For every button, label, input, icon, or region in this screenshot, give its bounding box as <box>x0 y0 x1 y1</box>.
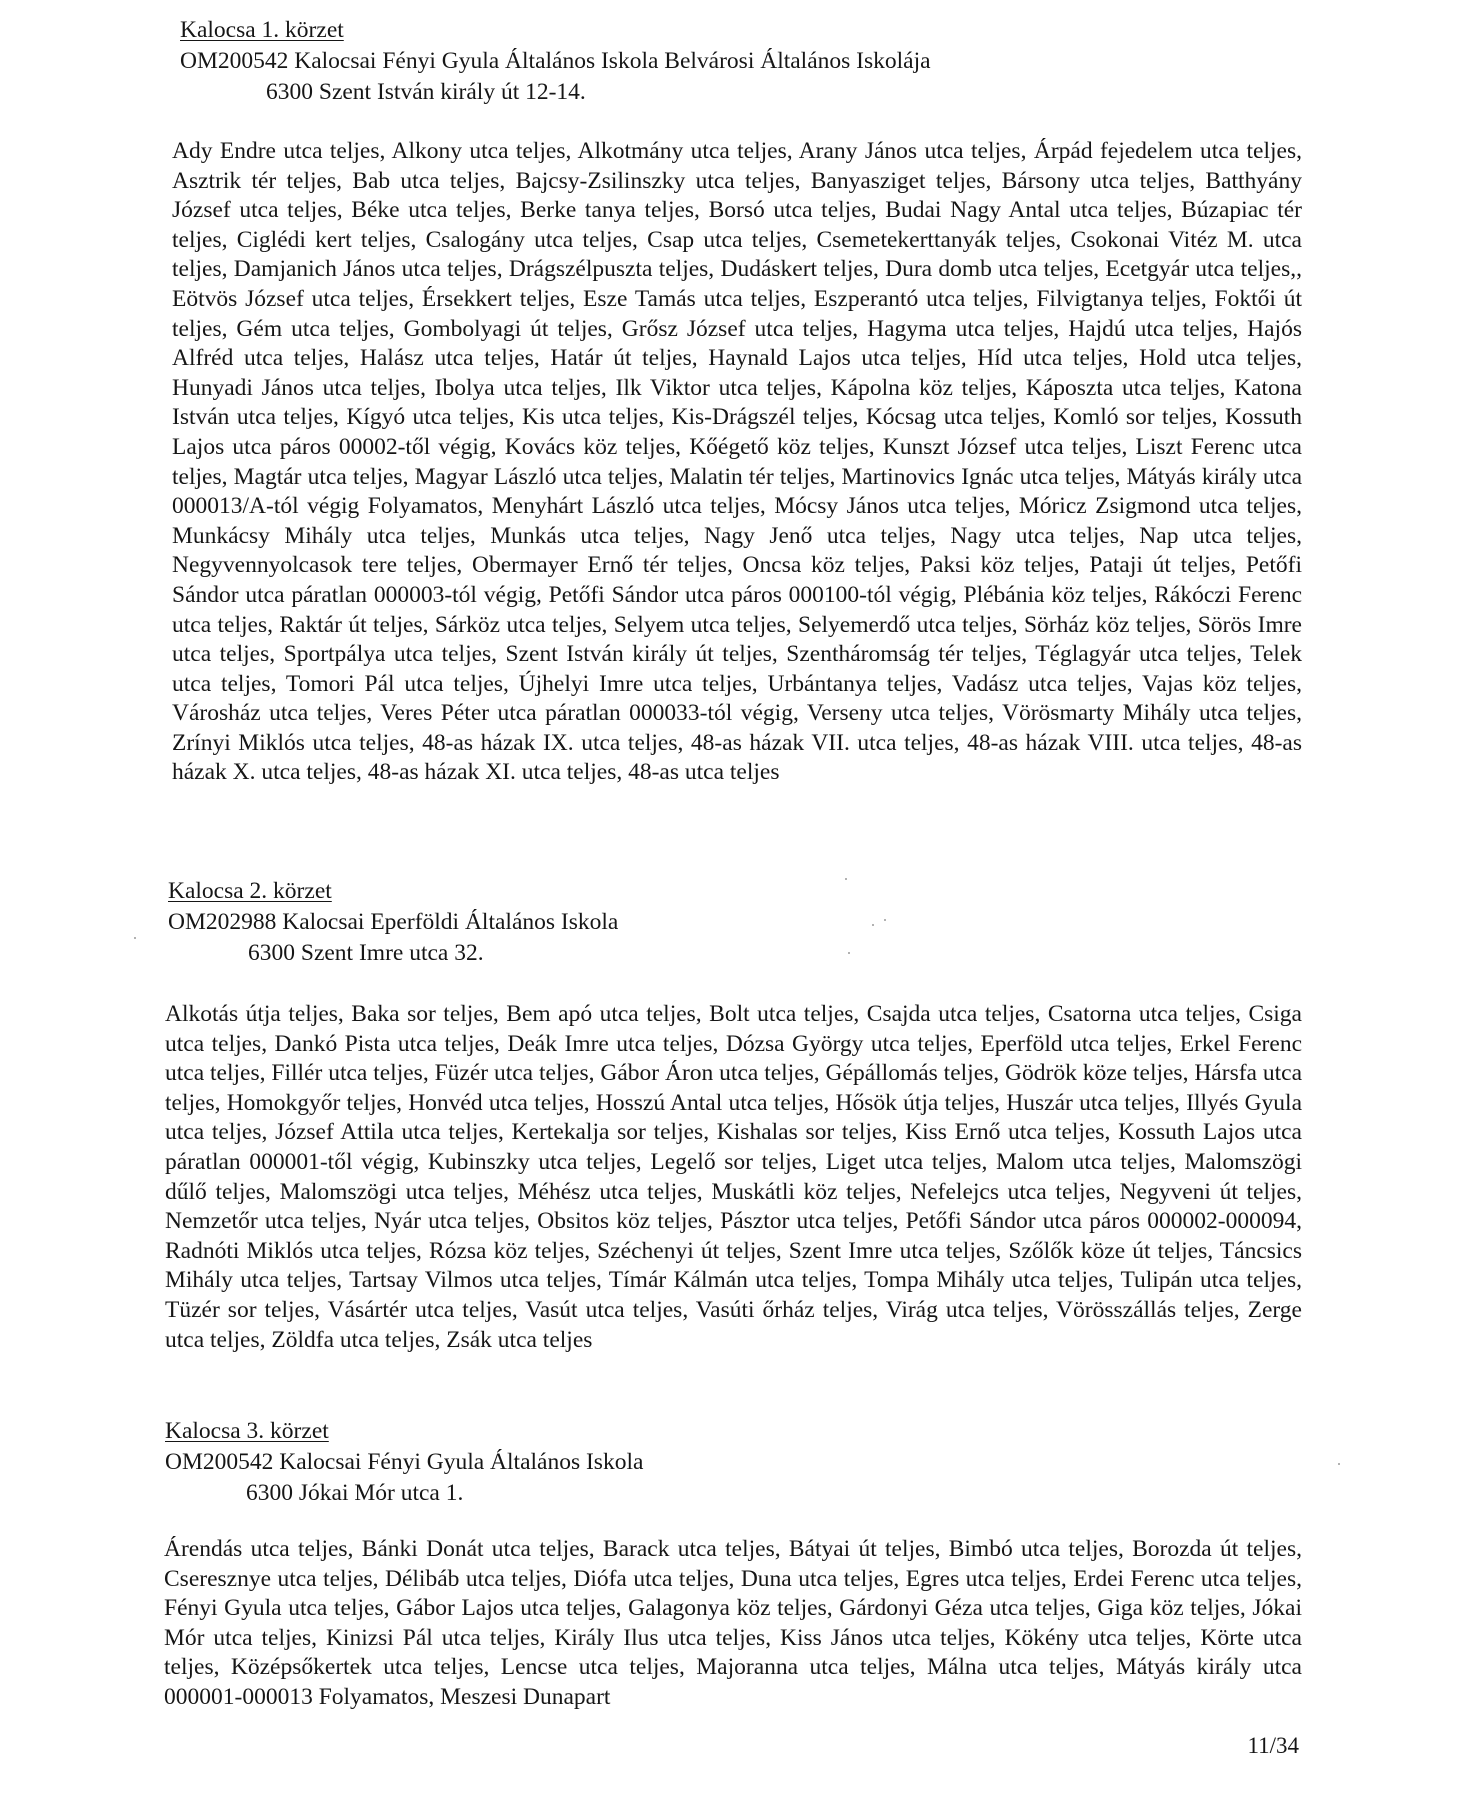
street-list: Ady Endre utca teljes, Alkony utca teljes, Alkotmány utca teljes, Arany János utca teljes, Árpád fejedelem utca teljes, Asztrik tér teljes, Bab utca teljes, Bajcsy-Zsilinszky utca teljes, Banyasziget teljes, Bársony utca teljes, Batthyány József utca teljes, Béke utca teljes, Berke tanya teljes, Borsó utca teljes, Budai Nagy Antal utca teljes, Búzapiac tér teljes, Ciglédi kert teljes, Csalogány utca teljes, Csap utca teljes, Csemetekerttanyák teljes, Csokonai Vitéz M. utca teljes, Damjanich János utca teljes, Drágszélpuszta teljes, Dudáskert teljes, Dura domb utca teljes, Ecetgyár utca teljes,, Eötvös József utca teljes, Érsekkert teljes, Esze Tamás utca teljes, Eszperantó utca teljes, Filvigtanya teljes, Foktői út teljes, Gém utca teljes, Gombolyagi út teljes, Grősz József utca teljes, Hagyma utca teljes, Hajdú utca teljes, Hajós Alfréd utca teljes, Halász utca teljes, Határ út teljes, Haynald Lajos utca teljes, Híd utca teljes, Hold utca teljes, Hunyadi János utca teljes, Ibolya utca teljes, Ilk Viktor utca teljes, Kápolna köz teljes, Káposzta utca teljes, Katona István utca teljes, Kígyó utca teljes, Kis utca teljes, Kis-Drágszél teljes, Kócsag utca teljes, Komló sor teljes, Kossuth Lajos utca páros 00002-től végig, Kovács köz teljes, Kőégető köz teljes, Kunszt József utca teljes, Liszt Ferenc utca teljes, Magtár utca teljes, Magyar László utca teljes, Malatin tér teljes, Martinovics Ignác utca teljes, Mátyás király utca 000013/A-tól végig Folyamatos, Menyhárt László utca teljes, Mócsy János utca teljes, Móricz Zsigmond utca teljes, Munkácsy Mihály utca teljes, Munkás utca teljes, Nagy Jenő utca teljes, Nagy utca teljes, Nap utca teljes, Negyvennyolcasok tere teljes, Obermayer Ernő tér teljes, Oncsa köz teljes, Paksi köz teljes, Pataji út teljes, Petőfi Sándor utca páratlan 000003-tól végig, Petőfi Sándor utca páros 000100-tól végig, Plébánia köz teljes, Rákóczi Ferenc utca teljes, Raktár út teljes, Sárköz utca teljes, Selyem utca teljes, Selyemerdő utca teljes, Sörház köz teljes, Sörös Imre utca teljes, Sportpálya utca teljes, Szent István király út teljes, Szentháromság tér teljes, Téglagyár utca teljes, Telek utca teljes, Tomori Pál utca teljes, Újhelyi Imre utca teljes, Urbántanya teljes, Vadász utca teljes, Vajas köz teljes, Városház utca teljes, Veres Péter utca páratlan 000033-tól végig, Verseny utca teljes, Vörösmarty Mihály utca teljes, Zrínyi Miklós utca teljes, 48-as házak IX. utca teljes, 48-as házak VII. utca teljes, 48-as házak VIII. utca teljes, 48-as házak X. utca teljes, 48-as házak XI. utca teljes, 48-as utca teljes <box>172 138 1302 786</box>
street-list: Árendás utca teljes, Bánki Donát utca teljes, Barack utca teljes, Bátyai út teljes, Bimbó utca teljes, Borozda út teljes, Cseresznye utca teljes, Délibáb utca teljes, Diófa utca teljes, Duna utca teljes, Egres utca teljes, Erdei Ferenc utca teljes, Fényi Gyula utca teljes, Gábor Lajos utca teljes, Galagonya köz teljes, Gárdonyi Géza utca teljes, Giga köz teljes, Jókai Mór utca teljes, Kinizsi Pál utca teljes, Király Ilus utca teljes, Kiss János utca teljes, Kökény utca teljes, Körte utca teljes, Középsőkertek utca teljes, Lencse utca teljes, Majoranna utca teljes, Málna utca teljes, Mátyás király utca 000001-000013 Folyamatos, Meszesi Dunapart <box>164 1536 1302 1710</box>
page-number: 11/34 <box>1247 1733 1299 1758</box>
district-title: Kalocsa 3. körzet <box>165 1418 329 1444</box>
school-name: OM200542 Kalocsai Fényi Gyula Általános Iskola Belvárosi Általános Iskolája <box>180 48 931 74</box>
district-title: Kalocsa 2. körzet <box>168 878 332 904</box>
scan-speck <box>1338 1463 1340 1465</box>
scan-speck <box>845 878 847 880</box>
school-address: 6300 Szent István király út 12-14. <box>266 79 586 105</box>
school-name: OM200542 Kalocsai Fényi Gyula Általános Iskola <box>165 1449 644 1475</box>
district-title: Kalocsa 1. körzet <box>180 17 344 43</box>
school-address: 6300 Jókai Mór utca 1. <box>246 1480 464 1506</box>
street-list: Alkotás útja teljes, Baka sor teljes, Bem apó utca teljes, Bolt utca teljes, Csajda utca teljes, Csatorna utca teljes, Csiga utca teljes, Dankó Pista utca teljes, Deák Imre utca teljes, Dózsa György utca teljes, Eperföld utca teljes, Erkel Ferenc utca teljes, Fillér utca teljes, Füzér utca teljes, Gábor Áron utca teljes, Gépállomás teljes, Gödrök köze teljes, Hársfa utca teljes, Homokgyőr teljes, Honvéd utca teljes, Hosszú Antal utca teljes, Hősök útja teljes, Huszár utca teljes, Illyés Gyula utca teljes, József Attila utca teljes, Kertekalja sor teljes, Kishalas sor teljes, Kiss Ernő utca teljes, Kossuth Lajos utca páratlan 000001-től végig, Kubinszky utca teljes, Legelő sor teljes, Liget utca teljes, Malom utca teljes, Malomszögi dűlő teljes, Malomszögi utca teljes, Méhész utca teljes, Muskátli köz teljes, Nefelejcs utca teljes, Negyveni út teljes, Nemzetőr utca teljes, Nyár utca teljes, Obsitos köz teljes, Pásztor utca teljes, Petőfi Sándor utca páros 000002-000094, Radnóti Miklós utca teljes, Rózsa köz teljes, Széchenyi út teljes, Szent Imre utca teljes, Szőlők köze út teljes, Táncsics Mihály utca teljes, Tartsay Vilmos utca teljes, Tímár Kálmán utca teljes, Tompa Mihály utca teljes, Tulipán utca teljes, Tüzér sor teljes, Vásártér utca teljes, Vasút utca teljes, Vasúti őrház teljes, Virág utca teljes, Vörösszállás teljes, Zerge utca teljes, Zöldfa utca teljes, Zsák utca teljes <box>165 1001 1302 1353</box>
school-name: OM202988 Kalocsai Eperföldi Általános Iskola <box>168 909 619 935</box>
scan-speck <box>848 952 850 954</box>
scan-speck <box>884 919 886 921</box>
scan-speck <box>134 937 136 939</box>
scan-speck <box>872 924 874 926</box>
school-address: 6300 Szent Imre utca 32. <box>248 940 484 966</box>
